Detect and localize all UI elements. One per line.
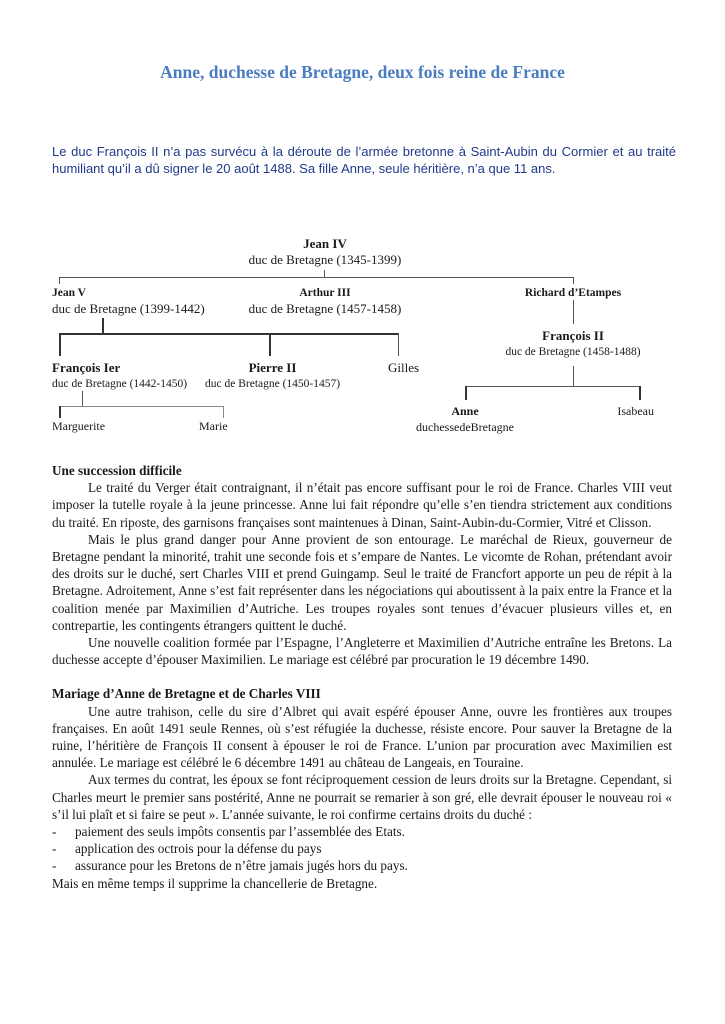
section-mariage [52, 685, 672, 891]
intro-paragraph: Le duc François II n’a pas survécu à la déroute de l’armée bretonne à Saint-Aubin du Cormier et au traité humiliant qu’il a dû signer le 20 août 1488. Sa fille Anne, seule héritière, n’a que 11 ans. [52, 144, 676, 176]
paragraph: Mais le plus grand danger pour Anne provient de son entourage. Le maréchal de Rieux, gouverneur de Bretagne pendant la minorité, trahit une seconde fois et s’empare de Nantes. Le vicomte de Rohan, prétendant avoir des droits sur le duché, sert Charles VIII et prend Guingamp. Seul le traité de Francfort apporte un peu de répit à la Bretagne. Adroitement, Anne s’est fait représenter dans les négociations qui aboutissent à la paix entre la France et la coalition menée par Maximilien d’Autriche. Les troupes royales sont tenues d’évacuer plusieurs villes et, en contrepartie, les contingents étrangers quittent le duché. [52, 531, 672, 633]
tree-node-richard-detampes [508, 285, 638, 301]
paragraph: Une nouvelle coalition formée par l’Espagne, l’Angleterre et Maximilien d’Autriche entraîne les Bretons. La duchesse accepte d’épouser Maximilien. Le mariage est célébré par procuration le 19 décembre 1490. [52, 635, 672, 668]
tree-node-marie [199, 418, 228, 434]
tree-node-jean-iv [225, 236, 425, 268]
tree-node-francois-ier [52, 360, 187, 392]
node-title: duc de Bretagne (1442-1450) [52, 378, 188, 390]
node-title: duc de Bretagne (1450-1457) [205, 378, 341, 390]
node-title: duc de Bretagne (1457-1458) [248, 301, 402, 316]
tree-connector [465, 386, 640, 387]
node-name: Richard d’Etampes [524, 287, 622, 299]
rights-list [52, 823, 672, 875]
tree-connector [102, 318, 104, 334]
node-title: duc de Bretagne (1399-1442) [52, 301, 205, 316]
node-name: Jean V [52, 287, 86, 299]
tree-node-arthur-iii [240, 285, 410, 317]
node-title: duc de Bretagne (1345-1399) [248, 252, 402, 267]
paragraph: Une autre trahison, celle du sire d’Albret qui avait espéré épouser Anne, ouvre les frontières aux troupes françaises. En août 1491 seule Rennes, où s’est réfugiée la duchesse, résiste encore. Pour sauver la Bretagne de la ruine, l’héritière de François II consent à épouser le roi de France. L’union par procuration avec Maximilien est annulée. Le mariage est célébré le 6 décembre 1491 au château de Langeais, en Touraine. [52, 703, 672, 771]
node-name: Marie [199, 419, 228, 433]
tree-connector [573, 300, 574, 324]
list-item-text: application des octrois pour la défense du pays [75, 841, 322, 857]
tree-connector [573, 277, 574, 284]
node-name: François II [542, 328, 604, 343]
tree-connector [223, 406, 224, 418]
tree-node-gilles [388, 360, 419, 376]
section-heading: Mariage d’Anne de Bretagne et de Charles VIII [52, 686, 321, 702]
tree-connector [59, 277, 574, 278]
list-item-text: assurance pour les Bretons de n’être jamais jugés hors du pays. [75, 858, 408, 874]
tree-node-anne [375, 403, 555, 435]
dash-bullet-icon: - [52, 824, 57, 840]
tree-node-francois-ii [480, 328, 666, 360]
node-title: duchessedeBretagne [416, 420, 514, 434]
tree-connector [465, 386, 467, 400]
tree-connector [59, 333, 61, 356]
paragraph: Aux termes du contrat, les époux se font réciproquement cession de leurs droits sur la Bretagne. Cependant, si Charles meurt le premier sans postérité, Anne ne pourrait se remarier à son gré, elle devrait épouser le nouveau roi « s’il lui plaît et si faire se peut ». L’année suivante, le roi confirme certains droits du duché : [52, 772, 672, 822]
node-name: Marguerite [52, 419, 106, 433]
tree-node-isabeau [590, 403, 654, 419]
document-body [52, 462, 672, 892]
tree-connector [59, 277, 60, 284]
node-name: François Ier [52, 360, 121, 375]
closing-paragraph: Mais en même temps il supprime la chancellerie de Bretagne. [52, 875, 378, 891]
node-name: Arthur III [299, 287, 351, 299]
section-succession [52, 462, 672, 668]
dash-bullet-icon: - [52, 858, 57, 874]
tree-node-jean-v [52, 285, 205, 317]
list-item [52, 823, 672, 840]
tree-connector [82, 391, 83, 406]
tree-connector [639, 386, 641, 400]
tree-connector [59, 406, 61, 418]
tree-connector [324, 270, 325, 277]
tree-connector [573, 366, 574, 386]
node-name: Isabeau [617, 404, 654, 418]
paragraph: Le traité du Verger était contraignant, il n’était pas encore suffisant pour le roi de France. Charles VIII veut imposer la tutelle royale à la jeune princesse. Anne lui fait répondre qu’elle s’en tiendra strictement aux conditions du traité. En riposte, des garnisons françaises sont maintenues à Dinan, Saint-Aubin-du-Cormier, Vitré et Clisson. [52, 480, 672, 530]
node-name: Anne [451, 404, 479, 418]
node-name: Jean IV [303, 236, 347, 251]
dash-bullet-icon: - [52, 841, 57, 857]
node-name: Pierre II [248, 360, 297, 375]
family-tree [0, 0, 725, 450]
tree-node-pierre-ii [205, 360, 340, 392]
tree-connector [398, 333, 399, 356]
list-item [52, 840, 672, 857]
node-title: duc de Bretagne (1458-1488) [505, 346, 641, 358]
tree-connector [59, 406, 224, 407]
document-title: Anne, duchesse de Bretagne, deux fois reine de France [160, 62, 565, 82]
tree-connector [59, 333, 399, 335]
tree-node-marguerite [52, 418, 105, 434]
node-name: Gilles [388, 360, 420, 375]
list-item-text: paiement des seuls impôts consentis par l’assemblée des Etats. [75, 824, 405, 840]
section-heading: Une succession difficile [52, 463, 182, 478]
list-item [52, 857, 672, 874]
tree-connector [269, 333, 271, 356]
